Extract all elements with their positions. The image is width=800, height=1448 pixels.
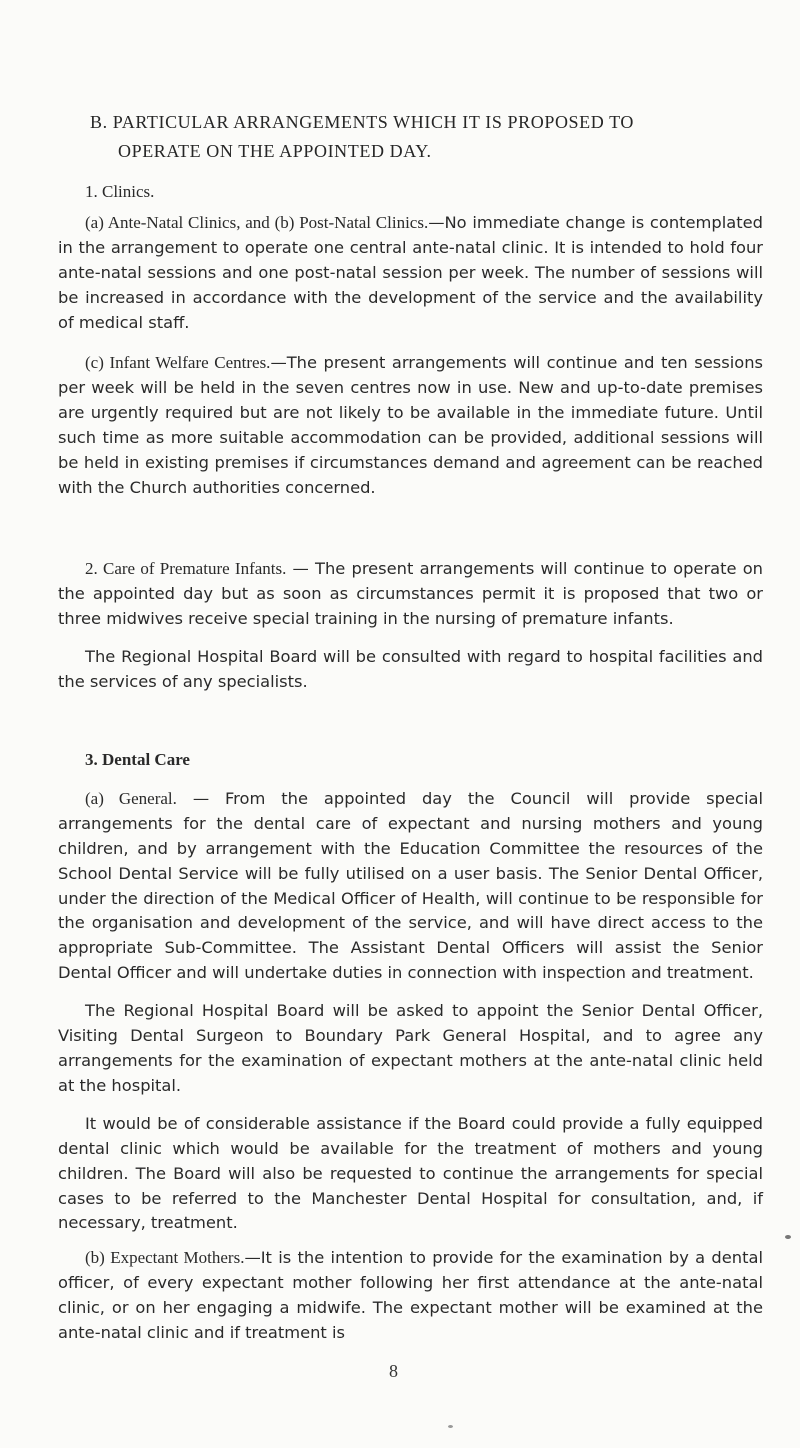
infant-welfare-paragraph — [58, 351, 763, 500]
dental-care-section — [58, 748, 763, 1346]
scan-speck — [785, 1235, 791, 1239]
heading-line-1: B. PARTICULAR ARRANGEMENTS WHICH IT IS PROPOSED TO — [90, 112, 635, 132]
expectant-mothers-paragraph — [58, 1246, 763, 1346]
heading-line-2: OPERATE ON THE APPOINTED DAY. — [118, 141, 432, 161]
dental-care-title: 3. Dental Care — [85, 750, 190, 769]
ante-post-natal-paragraph — [58, 211, 763, 336]
section-heading — [90, 108, 770, 166]
expectant-mothers-text: —It is the intention to provide for the examination by a dental officer, of every expectant mother following her first attendance at the ante-natal clinic, or on her engaging a midwife. The expectant mother will be examined at the ante-natal clinic and if treatment is — [58, 1248, 763, 1343]
premature-infants-label: 2. Care of Premature Infants. — [85, 559, 287, 578]
regional-board-dental-paragraph: The Regional Hospital Board will be asked to appoint the Senior Dental Officer, Visiting Dental Surgeon to Boundary Park General Hospital, and to agree any arrangements for the examination of expectant mothers at the ante-natal clinic held at the hospital. — [58, 1001, 763, 1095]
premature-infants-section — [58, 557, 763, 695]
infant-welfare-text: —The present arrangements will continue and ten sessions per week will be held in the seven centres now in use. New and up-to-date premises are urgently required but are not likely to be available in the immediate future. Until such time as more suitable accommodation can be provided, additional sessions will be held in existing premises if circumstances demand and agreement can be reached with the Church authorities concerned. — [58, 353, 763, 497]
dental-general-text: — From the appointed day the Council will provide special arrangements for the dental care of expectant and nursing mothers and young children, and by arrangement with the Education Committee the resources of the School Dental Service will be fully utilised on a user basis. The Senior Dental Officer, under the direction of the Medical Officer of Health, will continue to be responsible for the organisation and development of the service, and will have direct access to the appropriate Sub-Committee. The Assistant Dental Officers will assist the Senior Dental Officer and will undertake duties in connection with inspection and treatment. — [58, 788, 763, 983]
dental-clinic-paragraph: It would be of considerable assistance if the Board could provide a fully equipped dental clinic which would be available for the treatment of mothers and young children. The Board will also be requested to continue the arrangements for special cases to be referred to the Manchester Dental Hospital for consultation, and, if necessary, treatment. — [58, 1113, 763, 1233]
expectant-mothers-label: (b) Expectant Mothers. — [85, 1248, 245, 1268]
premature-infants-text: — The present arrangements will continue to operate on the appointed day but as soon as circumstances permit it is proposed that two or three midwives receive special training in the nursing of premature infants. — [58, 559, 763, 628]
page-number: 8 — [389, 1361, 398, 1381]
premature-infants-paragraph — [58, 557, 763, 632]
regional-board-paragraph: The Regional Hospital Board will be consulted with regard to hospital facilities and the services of any specialists. — [58, 646, 763, 691]
dental-general-label: (a) General. — [85, 788, 177, 808]
clinics-title: 1. Clinics. — [85, 182, 155, 201]
clinics-section — [58, 180, 763, 501]
scan-speck — [448, 1425, 453, 1428]
ante-post-natal-text: —No immediate change is contemplated in the arrangement to operate one central ante-natal clinic. It is intended to hold four ante-natal sessions and one post-natal session per week. The number of sessions will be increased in accordance with the development of the service and the availability of medical staff. — [58, 212, 763, 332]
dental-general-paragraph — [58, 787, 763, 986]
infant-welfare-label: (c) Infant Welfare Centres. — [85, 353, 271, 373]
ante-post-natal-label: (a) Ante-Natal Clinics, and (b) Post-Natal Clinics. — [85, 212, 429, 232]
